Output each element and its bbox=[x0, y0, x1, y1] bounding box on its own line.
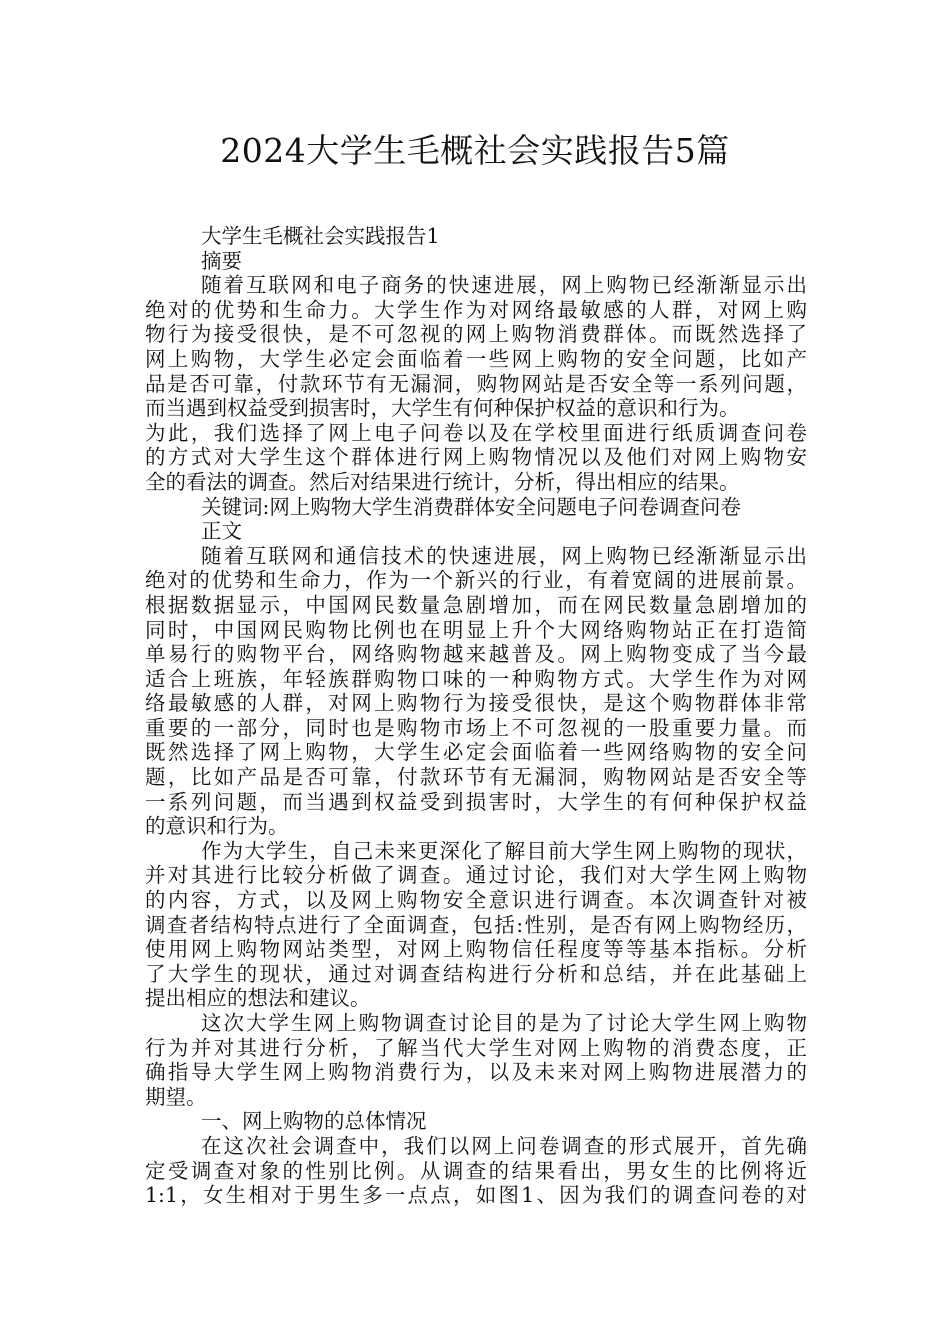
text-line: 行为并对其进行分析，了解当代大学生对网上购物的消费态度，正 bbox=[145, 1035, 807, 1060]
document-title: 2024大学生毛概社会实践报告5篇 bbox=[220, 131, 730, 170]
text-line: 重要的一部分，同时也是购物市场上不可忽视的一股重要力量。而 bbox=[145, 715, 807, 740]
text-line: 确指导大学生网上购物消费行为，以及未来对网上购物进展潜力的 bbox=[145, 1060, 807, 1085]
text-line: 一系列问题，而当遇到权益受到损害时，大学生的有何种保护权益 bbox=[145, 789, 807, 814]
text-line: 并对其进行比较分析做了调查。通过讨论，我们对大学生网上购物 bbox=[145, 863, 807, 888]
text-line: 随着互联网和电子商务的快速进展，网上购物已经渐渐显示出 bbox=[201, 273, 807, 298]
text-line: 大学生毛概社会实践报告1 bbox=[201, 224, 440, 248]
text-line: 正文 bbox=[201, 519, 242, 544]
text-line: 使用网上购物网站类型，对网上购物信任程度等等基本指标。分析 bbox=[145, 937, 807, 962]
text-line: 同时，中国网民购物比例也在明显上升个大网络购物站正在打造简 bbox=[145, 617, 807, 642]
text-line: 这次大学生网上购物调查讨论目的是为了讨论大学生网上购物 bbox=[201, 1011, 807, 1035]
text-line: 在这次社会调查中，我们以网上问卷调查的形式展开，首先确 bbox=[201, 1133, 807, 1158]
text-line: 络最敏感的人群，对网上购物行为接受很快，是这个购物群体非常 bbox=[145, 691, 807, 716]
text-line: 摘要 bbox=[201, 248, 242, 273]
text-line: 绝对的优势和生命力，作为一个新兴的行业，有着宽阔的进展前景。 bbox=[145, 568, 807, 593]
text-line: 全的看法的调查。然后对结果进行统计，分析，得出相应的结果。 bbox=[145, 469, 740, 494]
text-line: 绝对的优势和生命力。大学生作为对网络最敏感的人群，对网上购 bbox=[145, 297, 807, 322]
text-line: 关键词:网上购物大学生消费群体安全问题电子问卷调查问卷 bbox=[201, 494, 741, 519]
text-line: 的意识和行为。 bbox=[145, 814, 289, 839]
text-line: 而当遇到权益受到损害时，大学生有何种保护权益的意识和行为。 bbox=[145, 396, 740, 421]
text-line: 一、网上购物的总体情况 bbox=[201, 1109, 427, 1134]
text-line: 适合上班族，年轻族群购物口味的一种购物方式。大学生作为对网 bbox=[145, 666, 807, 691]
text-line: 的内容，方式，以及网上购物安全意识进行调查。本次调查针对被 bbox=[145, 888, 807, 913]
text-line: 期望。 bbox=[145, 1084, 207, 1109]
text-line: 物行为接受很快，是不可忽视的网上购物消费群体。而既然选择了 bbox=[145, 322, 807, 347]
text-line: 的方式对大学生这个群体进行网上购物情况以及他们对网上购物安 bbox=[145, 445, 807, 470]
text-line: 1:1，女生相对于男生多一点点，如图1、因为我们的调查问卷的对 bbox=[145, 1183, 807, 1208]
text-line: 题，比如产品是否可靠，付款环节有无漏洞，购物网站是否安全等 bbox=[145, 765, 807, 790]
text-line: 既然选择了网上购物，大学生必定会面临着一些网络购物的安全问 bbox=[145, 740, 807, 765]
text-line: 为此，我们选择了网上电子问卷以及在学校里面进行纸质调查问卷 bbox=[145, 420, 807, 445]
text-line: 单易行的购物平台，网络购物越来越普及。网上购物变成了当今最 bbox=[145, 642, 807, 667]
text-line: 提出相应的想法和建议。 bbox=[145, 986, 371, 1011]
document-body bbox=[145, 224, 807, 1208]
text-line: 了大学生的现状，通过对调查结构进行分析和总结，并在此基础上 bbox=[145, 961, 807, 986]
text-line: 定受调查对象的性别比例。从调查的结果看出，男女生的比例将近 bbox=[145, 1158, 807, 1183]
text-line: 品是否可靠，付款环节有无漏洞，购物网站是否安全等一系列问题， bbox=[145, 371, 807, 396]
text-line: 随着互联网和通信技术的快速进展，网上购物已经渐渐显示出 bbox=[201, 543, 807, 568]
text-line: 调查者结构特点进行了全面调查，包括:性别，是否有网上购物经历， bbox=[145, 912, 807, 937]
text-line: 网上购物，大学生必定会面临着一些网上购物的安全问题，比如产 bbox=[145, 346, 807, 371]
text-line: 根据数据显示，中国网民数量急剧增加，而在网民数量急剧增加的 bbox=[145, 592, 807, 617]
text-line: 作为大学生，自己未来更深化了解目前大学生网上购物的现状， bbox=[201, 838, 807, 863]
